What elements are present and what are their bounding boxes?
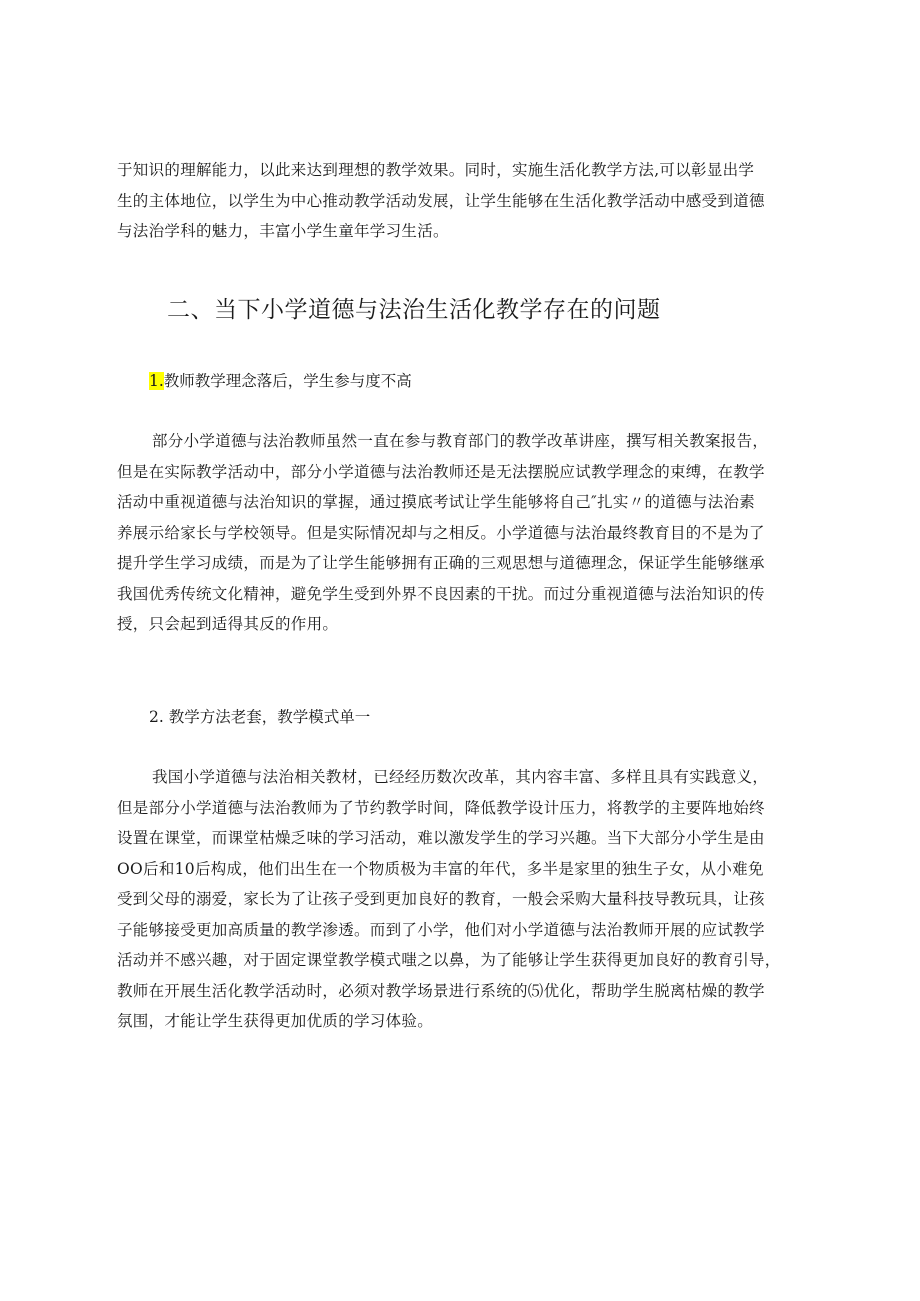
paragraph-line: 与法治学科的魅力，丰富小学生童年学习生活。 [117, 222, 449, 240]
paragraph-line: 活动中重视道德与法治知识的掌握，通过摸底考试让学生能够将自己″扎实〃的道德与法治素 [117, 493, 756, 511]
paragraph-line: 活动并不感兴趣，对于固定课堂教学模式嗤之以鼻，为了能够让学生获得更加良好的教育引导， [117, 951, 781, 969]
subsection-1-heading [149, 367, 412, 395]
paragraph-line: 教师在开展生活化教学活动时，必须对教学场景进行系统的⑸优化，帮助学生脱离枯燥的教学 [117, 981, 765, 1000]
paragraph-2 [117, 762, 807, 1037]
paragraph-line: 生的主体地位，以学生为中心推动教学活动发展，让学生能够在生活化教学活动中感受到道德 [117, 191, 765, 210]
subsection-2-heading: 2. 教学方法老套，教学模式单一 [149, 708, 371, 726]
paragraph-line: 部分小学道德与法治教师虽然一直在参与教育部门的教学改革讲座，撰写相关教案报告， [152, 432, 769, 450]
intro-paragraph [117, 155, 807, 247]
paragraph-line: 授，只会起到适得其反的作用。 [117, 615, 339, 633]
paragraph-1 [117, 426, 807, 640]
paragraph-line: 但是在实际教学活动中，部分小学道德与法治教师还是无法摆脱应试教学理念的束缚，在教学 [117, 462, 765, 481]
paragraph-line: 于知识的理解能力，以此来达到理想的教学效果。同时，实施生活化教学方法,可以彰显出学 [117, 161, 755, 179]
paragraph-line: 子能够接受更加高质量的教学渗透。而到了小学，他们对小学道德与法治教师开展的应试教学 [117, 920, 765, 939]
paragraph-line: 氛围，才能让学生获得更加优质的学习体验。 [117, 1012, 434, 1030]
paragraph-line: 受到父母的溺爱，家长为了让孩子受到更加良好的教育，一般会采购大量科技导教玩具，让孩 [117, 890, 765, 908]
paragraph-line: 设置在课堂，而课堂枯燥乏味的学习活动，难以激发学生的学习兴趣。当下大部分小学生是由 [117, 829, 765, 847]
subsection-1-title: 教师教学理念落后，学生参与度不高 [163, 372, 412, 390]
section-heading: 二、当下小学道德与法治生活化教学存在的问题 [167, 297, 661, 323]
paragraph-line: 提升学生学习成绩，而是为了让学生能够拥有正确的三观思想与道德理念，保证学生能够继承 [117, 554, 765, 572]
paragraph-line: OO后和10后构成，他们出生在一个物质极为丰富的年代，多半是家里的独生子女，从小难免 [117, 859, 764, 878]
paragraph-line: 养展示给家长与学校领导。但是实际情况却与之相反。小学道德与法治最终教育目的不是为了 [117, 523, 765, 542]
subsection-1-number: 1. [149, 372, 164, 390]
paragraph-line: 但是部分小学道德与法治教师为了节约教学时间，降低教学设计压力，将教学的主要阵地始终 [117, 798, 765, 817]
paragraph-line: 我国小学道德与法治相关教材，已经经历数次改革，其内容丰富、多样且具有实践意义， [152, 768, 769, 786]
paragraph-line: 我国优秀传统文化精神，避免学生受到外界不良因素的干扰。而过分重视道德与法治知识的传 [117, 584, 765, 603]
